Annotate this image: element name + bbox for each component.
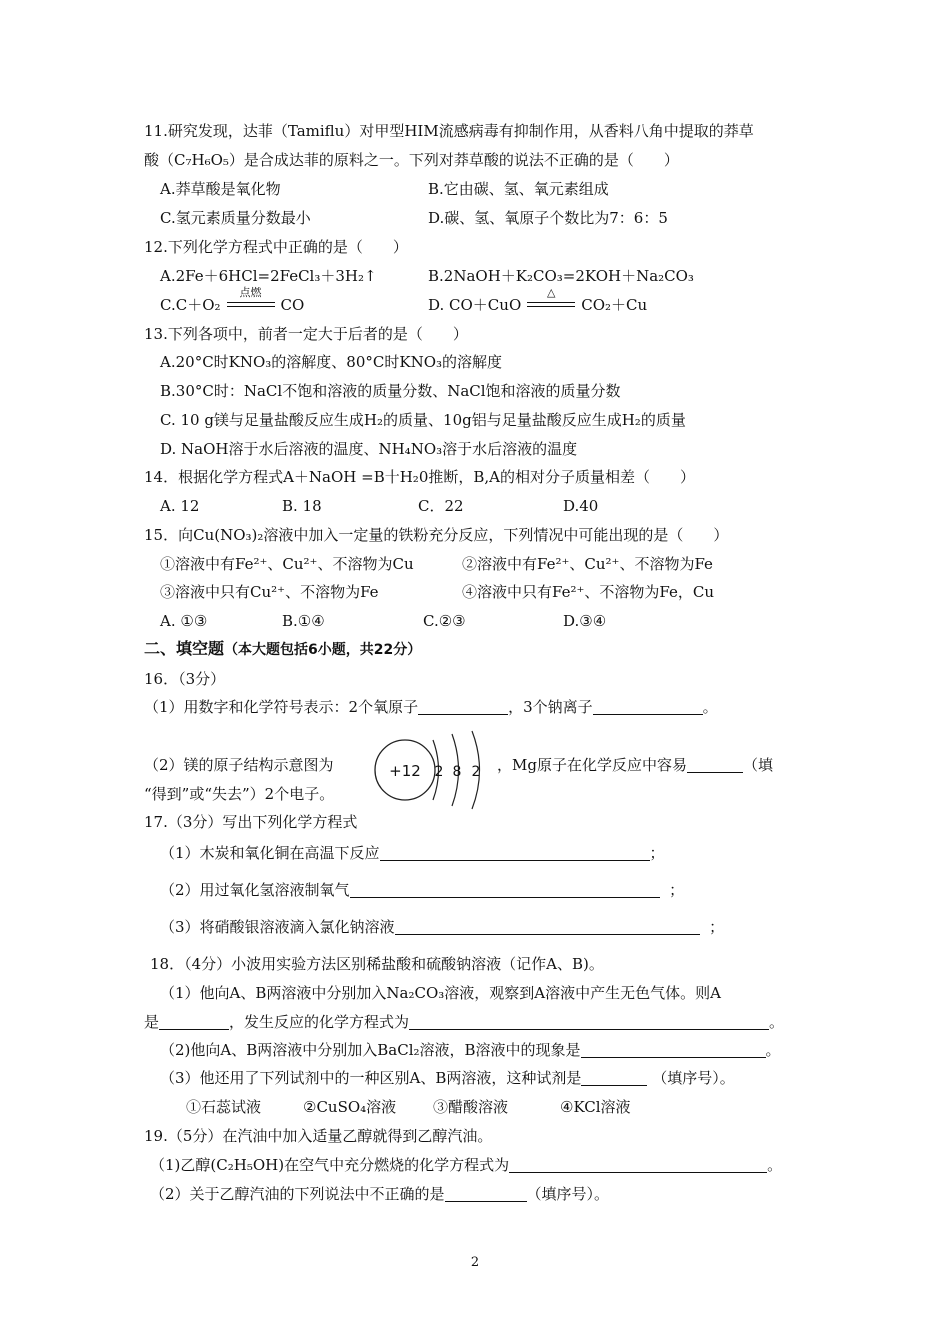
q19-part1: [150, 1155, 782, 1175]
q19-p2-text-a: （2）关于乙醇汽油的下列说法中不正确的是: [150, 1185, 445, 1203]
q18-reagent-4: ④KCl溶液: [560, 1098, 631, 1116]
q15-case-1: ①溶液中有Fe²⁺、Cu²⁺、不溶物为Cu: [160, 555, 414, 573]
q14-option-c: C．22: [418, 497, 464, 515]
q16-p1-text-c: 。: [702, 698, 718, 716]
section-2-title: 二、填空题: [144, 639, 225, 658]
q14-stem: 14．根据化学方程式A＋NaOH =B十H₂0推断，B,A的相对分子质量相差（ ）: [144, 468, 695, 486]
q19-part2: [150, 1184, 609, 1204]
q15-option-a: A. ①③: [160, 612, 208, 630]
q16-blank-sodium-ions[interactable]: [593, 699, 703, 715]
q18-reagent-1: ①石蕊试液: [186, 1098, 262, 1116]
q12-option-b: B.2NaOH＋K₂CO₃=2KOH＋Na₂CO₃: [428, 267, 694, 285]
q13-option-d: D. NaOH溶于水后溶液的温度、NH₄NO₃溶于水后溶液的温度: [160, 440, 578, 458]
q19-p2-text-b: （填序号）。: [526, 1185, 610, 1203]
q15-case-2: ②溶液中有Fe²⁺、Cu²⁺、不溶物为Fe: [462, 555, 713, 573]
q12-c-equals-sign: [227, 286, 275, 311]
q18-p1-text-a: 是: [144, 1013, 160, 1031]
q18-reagent-2: ②CuSO₄溶液: [303, 1098, 397, 1116]
q13-stem: 13.下列各项中，前者一定大于后者的是（ ）: [144, 325, 468, 343]
q18-p2-text-b: 。: [765, 1041, 781, 1059]
q17-p1-text: （1）木炭和氧化铜在高温下反应: [160, 844, 380, 862]
q11-option-c: C.氢元素质量分数最小: [160, 209, 311, 227]
q18-p3-text-b: （填序号）。: [652, 1069, 735, 1087]
q18-part1-line2: [144, 1012, 784, 1032]
q17-part2: [160, 880, 684, 900]
q18-part2: [160, 1040, 781, 1060]
q15-case-4: ④溶液中只有Fe²⁺、不溶物为Fe，Cu: [462, 583, 714, 601]
q15-case-3: ③溶液中只有Cu²⁺、不溶物为Fe: [160, 583, 379, 601]
q14-option-b: B. 18: [282, 497, 322, 515]
q18-reagent-3: ③醋酸溶液: [433, 1098, 509, 1116]
q19-blank-choice[interactable]: [445, 1186, 527, 1202]
q17-blank-2[interactable]: [350, 882, 660, 898]
q11-option-a: A.莽草酸是氧化物: [160, 180, 281, 198]
q16-p2-text-b: ，Mg原子在化学反应中容易: [497, 756, 687, 774]
q16-blank-oxygen-atoms[interactable]: [418, 699, 508, 715]
q18-p1-text-c: 。: [769, 1013, 785, 1031]
q18-blank-a-identity[interactable]: [159, 1014, 229, 1030]
q18-p1-text-b: ，发生反应的化学方程式为: [229, 1013, 410, 1031]
q17-part1: [160, 843, 665, 863]
q12-d-right: CO₂＋Cu: [581, 296, 648, 314]
q12-d-left: D. CO＋CuO: [428, 296, 522, 314]
q11-option-d: D.碳、氢、氧原子个数比为7：6：5: [428, 209, 668, 227]
q11-stem-line2: 酸（C₇H₆O₅）是合成达菲的原料之一。下列对莽草酸的说法不正确的是（ ）: [144, 151, 679, 169]
q15-option-c: C.②③: [423, 612, 466, 630]
q12-c-condition: 点燃: [239, 286, 262, 299]
q18-part1-line1: （1）他向A、B两溶液中分别加入Na₂CO₃溶液，观察到A溶液中产生无色气体。则A: [160, 984, 721, 1002]
q13-option-b: B.30°C时：NaCl不饱和溶液的质量分数、NaCl饱和溶液的质量分数: [160, 382, 621, 400]
section-2-note: （本大题包括6小题，共22分）: [224, 642, 422, 658]
page-number: 2: [470, 1255, 480, 1270]
q17-p2-end: ；: [669, 881, 685, 899]
q16-p2-text-c: （填: [742, 756, 773, 774]
q16-p1-text-b: ，3个钠离子: [508, 698, 593, 716]
q19-head: 19.（5分）在汽油中加入适量乙醇就得到乙醇汽油。: [144, 1127, 493, 1145]
section-2-heading: [144, 639, 421, 660]
q17-head: 17.（3分）写出下列化学方程式: [144, 813, 358, 831]
q12-c-left: C.C＋O₂: [160, 296, 221, 314]
mg-atom-structure-diagram: [372, 728, 492, 810]
q18-p2-text-a: （2)他向A、B两溶液中分别加入BaCl₂溶液，B溶液中的现象是: [160, 1041, 581, 1059]
q12-stem: 12.下列化学方程式中正确的是（ ）: [144, 238, 408, 256]
q13-option-a: A.20°C时KNO₃的溶解度、80°C时KNO₃的溶解度: [160, 353, 503, 371]
electron-count-shell-3: 2: [471, 764, 481, 780]
q16-blank-gain-or-lose[interactable]: [687, 757, 743, 773]
q12-d-equals-sign: [527, 286, 575, 311]
q11-option-b: B.它由碳、氢、氧元素组成: [428, 180, 609, 198]
q17-p2-text: （2）用过氧化氢溶液制氧气: [160, 881, 350, 899]
q17-p3-text: （3）将硝酸银溶液滴入氯化钠溶液: [160, 918, 395, 936]
q18-blank-equation[interactable]: [409, 1014, 769, 1030]
q12-d-condition: △: [547, 286, 556, 299]
q18-head: 18．（4分）小波用实验方法区别稀盐酸和硫酸钠溶液（记作A、B)。: [150, 955, 604, 973]
q16-part2-text-a: （2）镁的原子结构示意图为: [144, 756, 334, 774]
q16-part1: [144, 697, 718, 717]
q18-p3-text-a: （3）他还用了下列试剂中的一种区别A、B两溶液，这种试剂是: [160, 1069, 582, 1087]
q17-p1-end: ；: [649, 844, 665, 862]
q11-stem-line1: 11.研究发现，达菲（Tamiflu）对甲型HIM流感病毒有抑制作用，从香料八角中提取的莽草: [144, 122, 754, 140]
q12-c-right: CO: [280, 296, 305, 314]
q18-blank-phenomenon[interactable]: [581, 1042, 766, 1058]
q15-option-d: D.③④: [563, 612, 607, 630]
q14-option-a: A. 12: [160, 497, 200, 515]
q18-blank-reagent[interactable]: [581, 1070, 647, 1086]
q16-head: 16．（3分）: [144, 670, 226, 688]
q19-p1-text-a: （1)乙醇(C₂H₅OH)在空气中充分燃烧的化学方程式为: [150, 1156, 510, 1174]
electron-count-shell-1: 2: [434, 764, 444, 780]
q15-option-b: B.①④: [282, 612, 325, 630]
q13-option-c: C. 10 g镁与足量盐酸反应生成H₂的质量、10g铝与足量盐酸反应生成H₂的质量: [160, 411, 686, 429]
q17-blank-1[interactable]: [380, 845, 650, 861]
q14-option-d: D.40: [563, 497, 599, 515]
mg-nucleus-charge: +12: [389, 762, 421, 780]
q12-option-d: [428, 286, 648, 315]
q17-part3: [160, 917, 724, 937]
q19-p1-text-b: 。: [767, 1156, 783, 1174]
q17-blank-3[interactable]: [395, 919, 700, 935]
q15-stem: 15．向Cu(NO₃)₂溶液中加入一定量的铁粉充分反应，下列情况中可能出现的是（ ）: [144, 526, 729, 544]
q18-part3: [160, 1068, 735, 1088]
q16-part2-tail: [497, 755, 773, 775]
q16-part2-line2: “得到”或“失去”）2个电子。: [144, 785, 335, 803]
q12-option-c: [160, 286, 305, 315]
q19-blank-equation[interactable]: [509, 1157, 767, 1173]
q12-option-a: A.2Fe＋6HCl=2FeCl₃＋3H₂↑: [160, 267, 377, 285]
q17-p3-end: ；: [709, 918, 725, 936]
q16-p1-text-a: （1）用数字和化学符号表示：2个氧原子: [144, 698, 419, 716]
electron-count-shell-2: 8: [452, 764, 462, 780]
